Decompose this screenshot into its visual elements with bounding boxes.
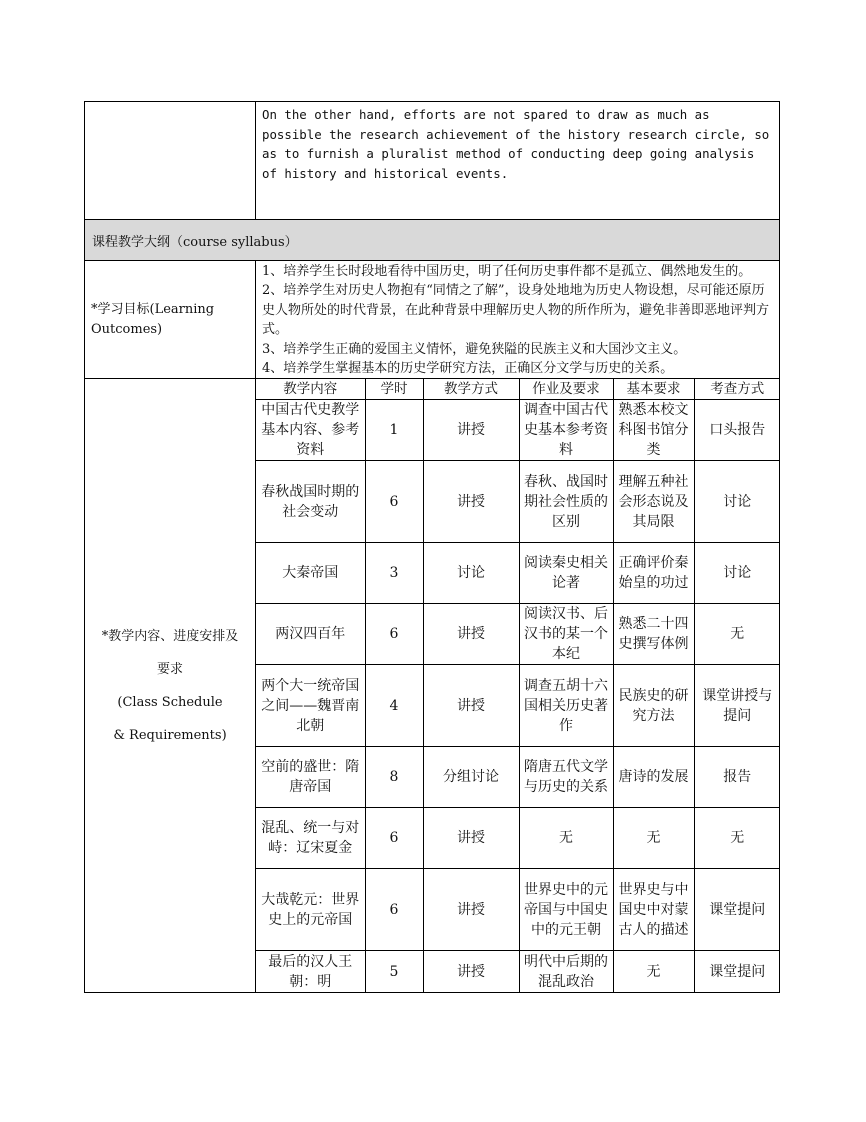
cell-method: 讲授 <box>423 951 519 992</box>
cell-assignment: 隋唐五代文学与历史的关系 <box>519 747 613 808</box>
header-method: 教学方式 <box>423 379 519 400</box>
table-row <box>256 400 780 461</box>
syllabus-header: 课程教学大纲（course syllabus） <box>85 220 780 261</box>
cell-assessment: 课堂提问 <box>694 869 780 951</box>
table-row <box>256 461 780 543</box>
cell-requirement: 唐诗的发展 <box>613 747 694 808</box>
cell-requirement: 世界史与中国史中对蒙古人的描述 <box>613 869 694 951</box>
cell-assignment: 调查五胡十六国相关历史著作 <box>519 665 613 747</box>
schedule-cell <box>256 379 780 993</box>
cell-method: 讲授 <box>423 869 519 951</box>
cell-content: 两个大一统帝国之间——魏晋南北朝 <box>256 665 365 747</box>
cell-assessment: 讨论 <box>694 461 780 543</box>
cell-assessment: 无 <box>694 604 780 665</box>
cell-assignment: 阅读秦史相关论著 <box>519 543 613 604</box>
schedule-label-line: 要求 <box>156 661 183 677</box>
cell-assignment: 春秋、战国时期社会性质的区别 <box>519 461 613 543</box>
header-assessment: 考查方式 <box>694 379 780 400</box>
cell-hours: 4 <box>365 665 423 747</box>
cell-assessment: 无 <box>694 808 780 869</box>
schedule-label-line: (Class Schedule <box>117 694 223 710</box>
cell-method: 讲授 <box>423 665 519 747</box>
cell-method: 讲授 <box>423 400 519 461</box>
cell-assessment: 讨论 <box>694 543 780 604</box>
intro-text: On the other hand, efforts are not spared to draw as much as possible the research achievement of the history research circle, so as to furnish a pluralist method of conducting deep going analysis of history and historical events. <box>256 102 780 220</box>
learning-outcomes-label: *学习目标(Learning Outcomes) <box>85 261 256 379</box>
cell-content: 大哉乾元：世界史上的元帝国 <box>256 869 365 951</box>
outcome-item: 3、培养学生正确的爱国主义情怀，避免狭隘的民族主义和大国沙文主义。 <box>262 341 687 357</box>
cell-method: 讨论 <box>423 543 519 604</box>
header-content: 教学内容 <box>256 379 365 400</box>
schedule-label <box>85 379 256 993</box>
cell-hours: 5 <box>365 951 423 992</box>
header-assignment: 作业及要求 <box>519 379 613 400</box>
cell-assessment: 口头报告 <box>694 400 780 461</box>
cell-hours: 3 <box>365 543 423 604</box>
empty-label-cell <box>85 102 256 220</box>
cell-content: 大秦帝国 <box>256 543 365 604</box>
outcome-item: 1、培养学生长时段地看待中国历史，明了任何历史事件都不是孤立、偶然地发生的。 <box>262 264 752 279</box>
table-row <box>256 869 780 951</box>
cell-requirement: 理解五种社会形态说及其局限 <box>613 461 694 543</box>
table-row <box>256 747 780 808</box>
cell-requirement: 熟悉二十四史撰写体例 <box>613 604 694 665</box>
cell-requirement: 正确评价秦始皇的功过 <box>613 543 694 604</box>
table-row <box>256 808 780 869</box>
cell-content: 最后的汉人王朝：明 <box>256 951 365 992</box>
table-row <box>256 543 780 604</box>
cell-hours: 6 <box>365 808 423 869</box>
cell-requirement: 无 <box>613 951 694 992</box>
cell-requirement: 无 <box>613 808 694 869</box>
cell-content: 空前的盛世：隋唐帝国 <box>256 747 365 808</box>
cell-assessment: 课堂讲授与提问 <box>694 665 780 747</box>
cell-method: 讲授 <box>423 604 519 665</box>
cell-requirement: 民族史的研究方法 <box>613 665 694 747</box>
cell-requirement: 熟悉本校文科图书馆分类 <box>613 400 694 461</box>
cell-content: 春秋战国时期的社会变动 <box>256 461 365 543</box>
course-table <box>84 101 780 993</box>
cell-content: 中国古代史教学基本内容、参考资料 <box>256 400 365 461</box>
cell-assessment: 课堂提问 <box>694 951 780 992</box>
cell-assessment: 报告 <box>694 747 780 808</box>
header-requirement: 基本要求 <box>613 379 694 400</box>
schedule-table <box>256 379 780 992</box>
learning-outcomes-list <box>256 261 780 379</box>
schedule-header-row <box>256 379 780 400</box>
table-row <box>256 604 780 665</box>
outcome-item: 4、培养学生掌握基本的历史学研究方法，正确区分文学与历史的关系。 <box>262 361 674 377</box>
cell-assignment: 世界史中的元帝国与中国史中的元王朝 <box>519 869 613 951</box>
cell-assignment: 调查中国古代史基本参考资料 <box>519 400 613 461</box>
schedule-label-line: *教学内容、进度安排及 <box>101 628 239 644</box>
cell-method: 分组讨论 <box>423 747 519 808</box>
cell-content: 两汉四百年 <box>256 604 365 665</box>
cell-assignment: 无 <box>519 808 613 869</box>
cell-method: 讲授 <box>423 808 519 869</box>
cell-hours: 1 <box>365 400 423 461</box>
table-row <box>256 951 780 992</box>
outcome-item: 2、培养学生对历史人物抱有“同情之了解”，设身处地地为历史人物设想，尽可能还原历史人物所处的时代背景，在此种背景中理解历史人物的所作所为，避免非善即恶地评判方式。 <box>262 283 770 338</box>
schedule-label-line: & Requirements) <box>113 727 227 743</box>
cell-method: 讲授 <box>423 461 519 543</box>
cell-content: 混乱、统一与对峙：辽宋夏金 <box>256 808 365 869</box>
cell-assignment: 明代中后期的混乱政治 <box>519 951 613 992</box>
cell-hours: 8 <box>365 747 423 808</box>
cell-hours: 6 <box>365 869 423 951</box>
cell-hours: 6 <box>365 604 423 665</box>
header-hours: 学时 <box>365 379 423 400</box>
cell-assignment: 阅读汉书、后汉书的某一个本纪 <box>519 604 613 665</box>
table-row <box>256 665 780 747</box>
cell-hours: 6 <box>365 461 423 543</box>
